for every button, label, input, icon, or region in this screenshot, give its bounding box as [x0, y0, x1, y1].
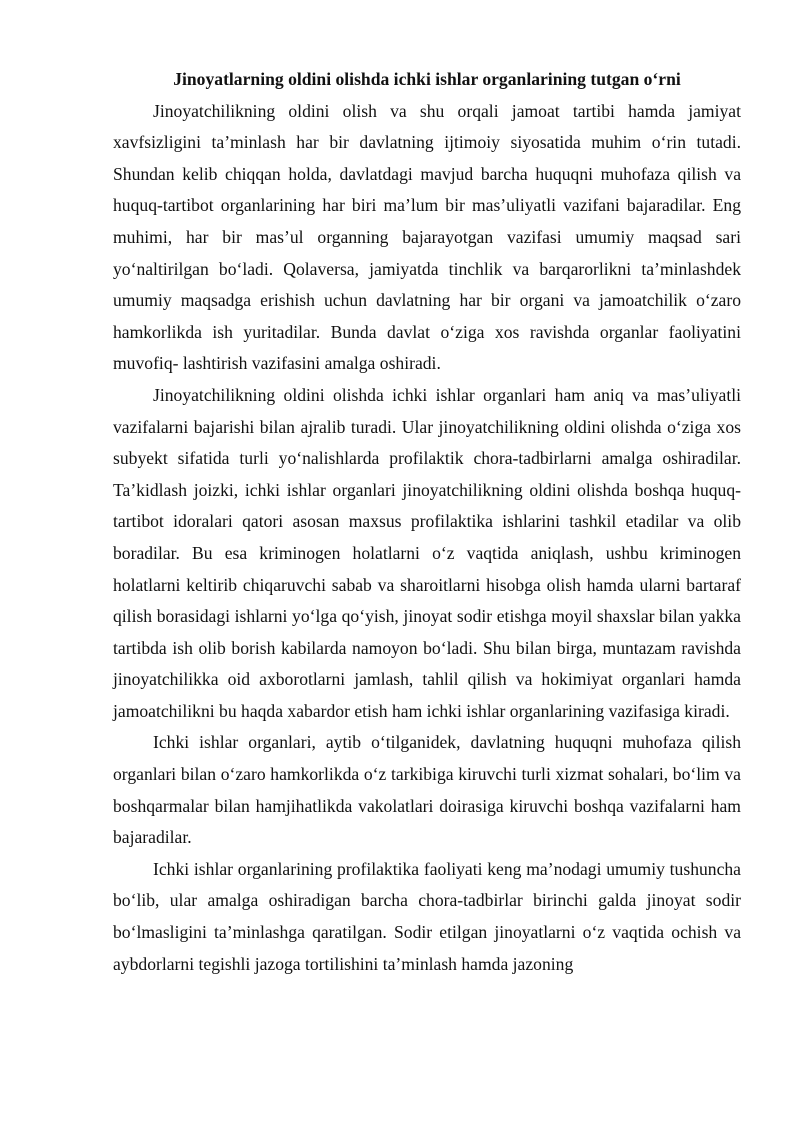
- paragraph-2: Jinoyatchilikning oldini olishda ichki ishlar organlari ham aniq va mas’uliyatli vazifalarni bajarishi bilan ajralib turadi. Ular jinoyatchilikning oldini olishda o‘ziga xos subyekt sifatida turli yo‘nalishlarda profilaktik chora-tadbirlarni amalga oshiradilar. Ta’kidlash joizki, ichki ishlar organlari jinoyatchilikning oldini olishda boshqa huquq-tartibot idoralari qatori asosan maxsus profilaktika ishlarini tashkil etadilar va olib boradilar. Bu esa kriminogen holatlarni o‘z vaqtida aniqlash, ushbu kriminogen holatlarni keltirib chiqaruvchi sabab va sharoitlarni hisobga olish hamda ularni bartaraf qilish borasidagi ishlarni yo‘lga qo‘yish, jinoyat sodir etishga moyil shaxslar bilan yakka tartibda ish olib borish kabilarda namoyon bo‘ladi. Shu bilan birga, muntazam ravishda jinoyatchilikka oid axborotlarni jamlash, tahlil qilish va hokimiyat organlari hamda jamoatchilikni bu haqda xabardor etish ham ichki ishlar organlarining vazifasiga kiradi.: [113, 384, 741, 721]
- paragraph-3: Ichki ishlar organlari, aytib o‘tilganidek, davlatning huquqni muhofaza qilish organlari bilan o‘zaro hamkorlikda o‘z tarkibiga kiruvchi turli xizmat sohalari, bo‘lim va boshqarmalar bilan hamjihatlikda vakolatlari doirasiga kiruvchi boshqa vazifalarni ham bajaradilar.: [113, 732, 741, 848]
- paragraph-1: Jinoyatchilikning oldini olish va shu orqali jamoat tartibi hamda jamiyat xavfsizligini ta’minlash har bir davlatning ijtimoiy siyosatida muhim o‘rin tutadi. Shundan kelib chiqqan holda, davlatdagi mavjud barcha huquqni muhofaza qilish va huquq-tartibot organlarining har biri ma’lum bir mas’uliyatli vazifani bajaradilar. Eng muhimi, har bir mas’ul organning bajarayotgan vazifasi umumiy maqsad sari yo‘naltirilgan bo‘ladi. Qolaversa, jamiyatda tinchlik va barqarorlikni ta’minlashdek umumiy maqsadga erishish uchun davlatning har bir organi va jamoatchilik o‘zaro hamkorlikda ish yuritadilar. Bunda davlat o‘ziga xos ravishda organlar faoliyatini muvofiq- lashtirish vazifasini amalga oshiradi.: [113, 100, 741, 374]
- paragraph-4: Ichki ishlar organlarining profilaktika faoliyati keng ma’nodagi umumiy tushuncha bo‘lib, ular amalga oshiradigan barcha chora-tadbirlar birinchi galda jinoyat sodir bo‘lmasligini ta’minlashga qaratilgan. Sodir etilgan jinoyatlarni o‘z vaqtida ochish va aybdorlarni tegishli jazoga tortilishini ta’minlash hamda jazoning: [113, 858, 741, 974]
- document-title: Jinoyatlarning oldini olishda ichki ishlar organlarining tutgan o‘rni: [173, 69, 681, 89]
- document-page: [113, 64, 741, 980]
